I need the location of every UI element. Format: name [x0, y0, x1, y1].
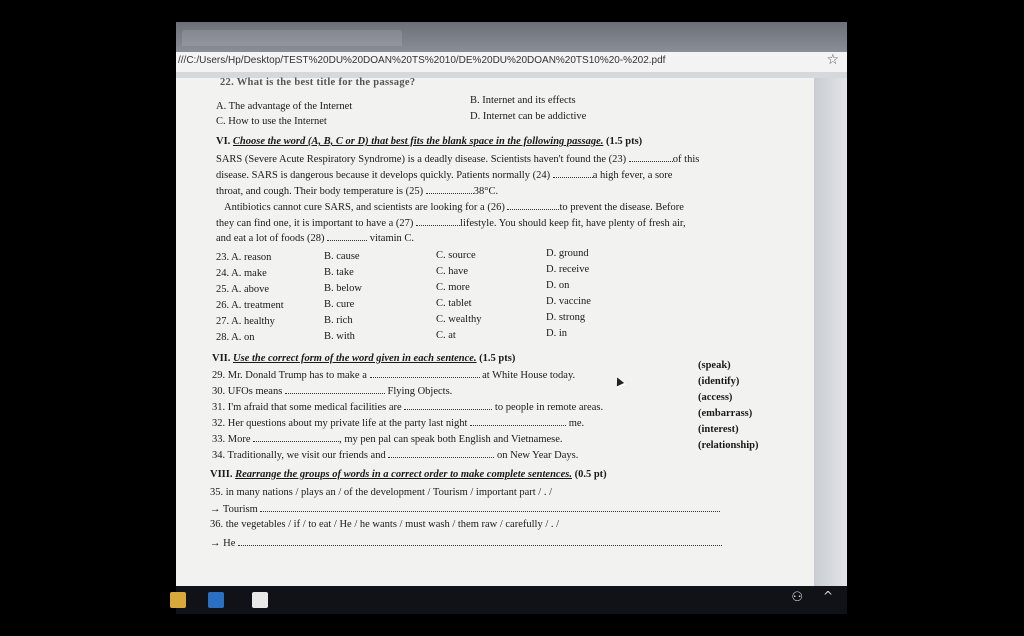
mcq-option: C. source — [436, 250, 476, 261]
word-hint: (access) — [698, 392, 733, 403]
mcq-option: C. tablet — [436, 298, 472, 309]
blank-31 — [404, 400, 492, 410]
mcq-option: B. take — [324, 267, 354, 278]
mcq-option: 27. A. healthy — [216, 316, 275, 327]
blank-28 — [327, 231, 367, 241]
rearrange-35: 35. in many nations / plays an / of the development / Tourism / important part / . / — [210, 487, 553, 498]
mail-icon[interactable] — [252, 592, 268, 608]
section-6-title: Choose the word (A, B, C or D) that best fits the blank space in the following passage. — [232, 136, 604, 147]
word-hint: (identify) — [698, 376, 740, 387]
mouse-cursor-icon — [612, 374, 626, 388]
mcq-column-c — [436, 248, 482, 344]
blank-29 — [370, 368, 480, 378]
section-8-title: Rearrange the groups of words in a correct order to make complete sentences. — [235, 469, 572, 480]
mcq-option: C. have — [436, 266, 469, 277]
viewer-scroll-area[interactable] — [814, 78, 847, 586]
section-8-heading — [210, 468, 607, 481]
rearrange-35-answer — [210, 502, 720, 516]
word-hint: (embarrass) — [698, 408, 753, 419]
section-7-number: VII. — [212, 353, 231, 364]
passage-line-1 — [216, 152, 699, 166]
mcq-option: 23. A. reason — [216, 252, 272, 263]
blank-32 — [470, 416, 566, 426]
mcq-option: C. wealthy — [436, 314, 482, 325]
answer-prefix: → Tourism — [210, 504, 258, 515]
mcq-option: D. receive — [546, 264, 590, 275]
section-6-points: (1.5 pts) — [606, 136, 643, 147]
passage-text: a high fever, a sore — [592, 170, 673, 181]
mcq-option: B. with — [324, 331, 355, 342]
mcq-option: 25. A. above — [216, 284, 270, 295]
monitor-screen — [176, 22, 847, 605]
pdf-viewer — [176, 72, 847, 586]
question-text: 34. Traditionally, we visit our friends and — [212, 450, 386, 461]
q22-option-d: D. Internet can be addictive — [470, 111, 587, 122]
section-7-title: Use the correct form of the word given in each sentence. — [233, 353, 477, 364]
q22-option-c: C. How to use the Internet — [216, 116, 327, 127]
file-explorer-icon[interactable] — [170, 592, 186, 608]
blank-24 — [553, 168, 593, 178]
word-form-33 — [212, 432, 563, 446]
passage-text: of this — [672, 154, 700, 165]
mcq-option: D. in — [546, 328, 567, 339]
question-text: 33. More — [212, 434, 251, 445]
passage-line-4 — [224, 200, 684, 214]
blank-27 — [416, 216, 460, 226]
passage-line-2 — [216, 168, 672, 182]
mcq-option: D. vaccine — [546, 296, 591, 307]
question-text: at White House today. — [482, 370, 576, 381]
mcq-option: D. strong — [546, 312, 586, 323]
passage-text: SARS (Severe Acute Respiratory Syndrome) is a deadly disease. Scientists haven't found the (23) — [216, 154, 627, 165]
blank-26 — [507, 200, 559, 210]
passage-line-6 — [216, 231, 414, 245]
mcq-option: B. below — [324, 283, 362, 294]
mcq-option: C. at — [436, 330, 456, 341]
section-6-number: VI. — [216, 136, 231, 147]
question-text: 32. Her questions about my private life at the party last night — [212, 418, 468, 429]
mcq-column-b — [324, 249, 362, 345]
cut-off-question: 22. What is the best title for the passage? — [220, 77, 416, 88]
word-hint: (interest) — [698, 424, 739, 435]
section-8-points: (0.5 pt) — [574, 469, 607, 480]
question-text: 30. UFOs means — [212, 386, 283, 397]
passage-text: vitamin C. — [369, 233, 415, 244]
pdf-page — [176, 78, 814, 586]
chevron-up-icon[interactable]: ^ — [822, 589, 833, 603]
word-hint: (speak) — [698, 360, 731, 371]
browser-tab[interactable] — [182, 30, 402, 46]
mcq-option: B. cause — [324, 251, 360, 262]
rearrange-36: 36. the vegetables / if / to eat / He / he wants / must wash / them raw / carefully / . / — [210, 519, 560, 530]
section-8-number: VIII. — [210, 469, 233, 480]
mcq-option: B. cure — [324, 299, 355, 310]
passage-text: Antibiotics cannot cure SARS, and scientists are looking for a (26) — [224, 202, 505, 213]
blank-25 — [426, 184, 474, 194]
answer-prefix: → He — [210, 538, 236, 549]
star-icon[interactable]: ☆ — [826, 52, 839, 68]
question-text: , my pen pal can speak both English and Vietnamese. — [339, 434, 563, 445]
people-icon[interactable]: ⚇ — [791, 590, 803, 605]
answer-line-35 — [260, 502, 720, 512]
question-text: Flying Objects. — [387, 386, 453, 397]
passage-text: throat, and cough. Their body temperature is (25) — [216, 186, 424, 197]
word-hint: (relationship) — [698, 440, 759, 451]
mcq-option: D. on — [546, 280, 570, 291]
passage-line-3 — [216, 184, 498, 198]
passage-line-5 — [216, 216, 686, 230]
section-7-points: (1.5 pts) — [479, 353, 516, 364]
section-6-heading — [216, 135, 642, 148]
media-app-icon[interactable] — [208, 592, 224, 608]
passage-text: 38°C. — [473, 186, 499, 197]
mcq-option: 26. A. treatment — [216, 300, 284, 311]
q22-option-b: B. Internet and its effects — [470, 95, 576, 106]
mcq-option: 24. A. make — [216, 268, 267, 279]
browser-tab-strip — [176, 22, 847, 52]
passage-text: disease. SARS is dangerous because it develops quickly. Patients normally (24) — [216, 170, 551, 181]
word-form-29 — [212, 368, 575, 382]
mcq-column-d — [546, 246, 591, 342]
passage-text: and eat a lot of foods (28) — [216, 233, 325, 244]
passage-text: they can find one, it is important to have a (27) — [216, 218, 414, 229]
section-7-heading — [212, 352, 515, 365]
question-text: on New Year Days. — [496, 450, 579, 461]
question-text: to people in remote areas. — [494, 402, 604, 413]
taskbar — [176, 586, 847, 614]
blank-34 — [388, 448, 494, 458]
answer-line-36 — [238, 536, 722, 546]
mcq-option: D. ground — [546, 248, 589, 259]
blank-23 — [629, 152, 673, 162]
passage-text: lifestyle. You should keep fit, have plenty of fresh air, — [460, 218, 686, 229]
word-form-34 — [212, 448, 578, 462]
rearrange-36-answer — [210, 536, 722, 550]
mcq-option: 28. A. on — [216, 332, 255, 343]
mcq-option: C. more — [436, 282, 470, 293]
url-text[interactable]: ///C:/Users/Hp/Desktop/TEST%20DU%20DOAN%20TS%2010/DE%20DU%20DOAN%20TS10%20-%202.pdf — [178, 55, 666, 66]
mcq-column-a — [216, 250, 284, 346]
question-text: me. — [568, 418, 585, 429]
address-bar[interactable] — [176, 52, 847, 73]
passage-text: to prevent the disease. Before — [559, 202, 684, 213]
question-text: 29. Mr. Donald Trump has to make a — [212, 370, 367, 381]
word-form-32 — [212, 416, 584, 430]
q22-option-a: A. The advantage of the Internet — [216, 101, 353, 112]
word-form-31 — [212, 400, 603, 414]
word-hints — [698, 358, 758, 454]
mcq-option: B. rich — [324, 315, 353, 326]
blank-30 — [285, 384, 385, 394]
blank-33 — [253, 432, 339, 442]
word-form-30 — [212, 384, 452, 398]
question-text: 31. I'm afraid that some medical facilities are — [212, 402, 402, 413]
